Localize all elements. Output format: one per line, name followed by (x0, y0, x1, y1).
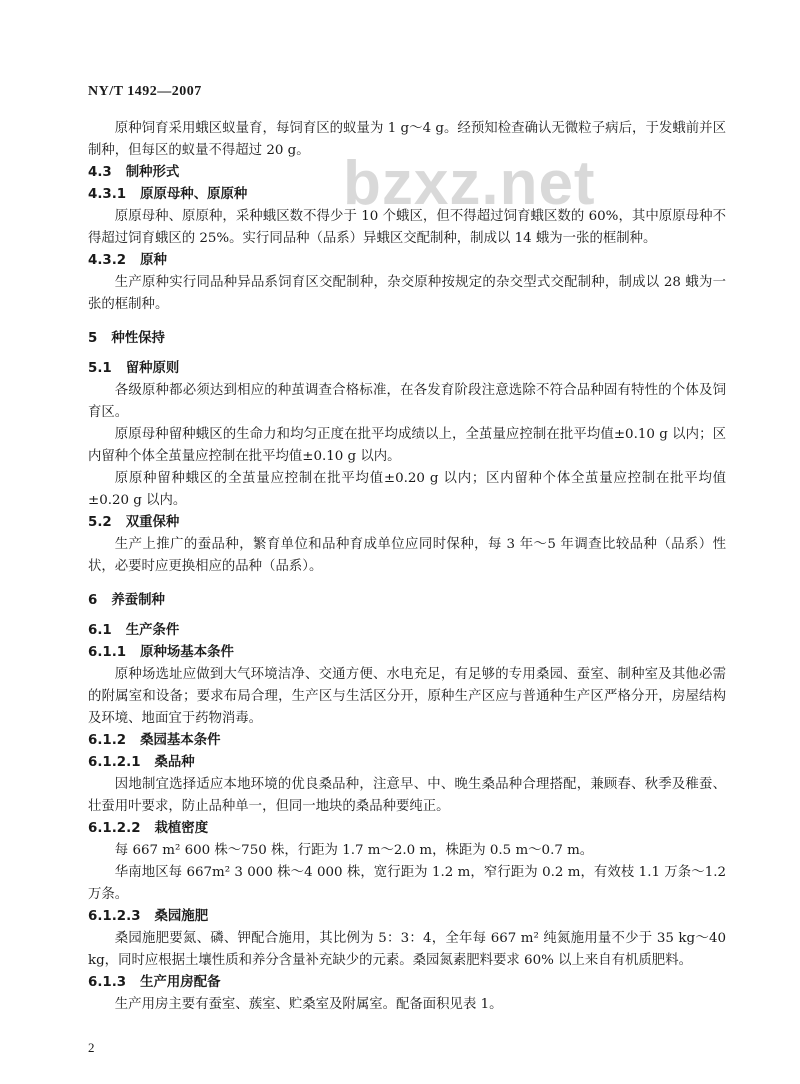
subsection-heading (88, 818, 726, 840)
heading-title: 生产用房配备 (140, 975, 221, 990)
heading-number: 6.1.3 (88, 975, 127, 990)
heading-number: 6.1.2.1 (88, 755, 141, 770)
subsection-heading (88, 358, 726, 380)
body-paragraph: 生产原种实行同品种异品系饲育区交配制种，杂交原种按规定的杂交型式交配制种，制成以 28 蛾为一张的框制种。 (88, 275, 726, 312)
heading-title: 桑品种 (154, 755, 195, 770)
heading-title: 制种形式 (125, 165, 180, 180)
heading-title: 种性保持 (111, 331, 165, 346)
heading-title: 桑园基本条件 (140, 733, 221, 748)
heading-title: 双重保种 (125, 515, 180, 530)
body-paragraph: 各级原种都必须达到相应的种茧调查合格标准，在各发育阶段注意选除不符合品种固有特性的个体及饲育区。 (88, 383, 726, 420)
heading-title: 原原母种、原原种 (140, 187, 248, 202)
subsection-heading (88, 906, 726, 928)
body-paragraph: 生产上推广的蚕品种，繁育单位和品种育成单位应同时保种，每 3 年～5 年调查比较品种（品系）性状，必要时应更换相应的品种（品系）。 (88, 537, 726, 574)
heading-number: 6.1.2.3 (88, 909, 141, 924)
body-paragraph: 桑园施肥要氮、磷、钾配合施用，其比例为 5：3：4，全年每 667 m² 纯氮施用量不少于 35 kg～40 kg，同时应根据土壤性质和养分含量补充缺少的元素。桑园氮素肥料要求 60% 以上来自有机质肥料。 (88, 931, 726, 968)
heading-title: 桑园施肥 (154, 909, 209, 924)
subsection-heading (88, 162, 726, 184)
heading-number: 6.1.1 (88, 645, 127, 660)
heading-title: 栽植密度 (154, 821, 209, 836)
heading-number: 5 (88, 331, 98, 346)
subsection-heading (88, 752, 726, 774)
subsection-heading (88, 512, 726, 534)
document-body (88, 118, 726, 1016)
section-heading (88, 328, 726, 350)
body-paragraph: 原种场选址应做到大气环境洁净、交通方便、水电充足，有足够的专用桑园、蚕室、制种室及其他必需的附属室和设备；要求布局合理，生产区与生活区分开，原种生产区应与普通种生产区严格分开，房屋结构及环境、地面宜于药物消毒。 (88, 667, 726, 726)
section-heading (88, 590, 726, 612)
body-paragraph: 原种饲育采用蛾区蚁量育，每饲育区的蚁量为 1 g～4 g。经预知检查确认无微粒子病后，于发蛾前并区制种，但每区的蚁量不得超过 20 g。 (88, 121, 726, 158)
subsection-heading (88, 642, 726, 664)
body-paragraph: 因地制宜选择适应本地环境的优良桑品种，注意早、中、晚生桑品种合理搭配，兼顾春、秋季及稚蚕、壮蚕用叶要求，防止品种单一，但同一地块的桑品种要纯正。 (88, 777, 726, 814)
body-paragraph: 原原种留种蛾区的全茧量应控制在批平均值±0.20 g 以内；区内留种个体全茧量应控制在批平均值±0.20 g 以内。 (88, 471, 726, 508)
body-paragraph: 华南地区每 667m² 3 000 株～4 000 株，宽行距为 1.2 m，窄行距为 0.2 m，有效枝 1.1 万条～1.2 万条。 (88, 865, 726, 902)
heading-number: 4.3.2 (88, 253, 127, 268)
heading-title: 养蚕制种 (111, 593, 165, 608)
body-paragraph: 生产用房主要有蚕室、蔟室、贮桑室及附属室。配备面积见表 1。 (114, 997, 503, 1012)
subsection-heading (88, 184, 726, 206)
standard-code-header: NY/T 1492—2007 (88, 84, 202, 99)
body-paragraph: 原原母种留种蛾区的生命力和均匀正度在批平均成绩以上，全茧量应控制在批平均值±0.10 g 以内；区内留种个体全茧量应控制在批平均值±0.10 g 以内。 (88, 427, 726, 464)
subsection-heading (88, 620, 726, 642)
page-number: 2 (88, 1040, 95, 1055)
body-paragraph: 原原母种、原原种，采种蛾区数不得少于 10 个蛾区，但不得超过饲育蛾区数的 60%，其中原原母种不得超过饲育蛾区的 25%。实行同品种（品系）异蛾区交配制种，制成以 14 蛾为一张的框制种。 (88, 209, 726, 246)
heading-number: 6.1 (88, 623, 112, 638)
heading-title: 生产条件 (125, 623, 180, 638)
heading-number: 4.3 (88, 165, 112, 180)
subsection-heading (88, 250, 726, 272)
heading-number: 6 (88, 593, 98, 608)
heading-number: 5.2 (88, 515, 112, 530)
heading-number: 6.1.2 (88, 733, 127, 748)
heading-title: 原种场基本条件 (140, 645, 234, 660)
heading-title: 原种 (140, 253, 167, 268)
heading-number: 4.3.1 (88, 187, 127, 202)
watermark: bzxz.net (343, 149, 596, 218)
heading-number: 6.1.2.2 (88, 821, 141, 836)
body-paragraph: 每 667 m² 600 株～750 株，行距为 1.7 m～2.0 m，株距为 0.5 m～0.7 m。 (114, 843, 594, 858)
subsection-heading (88, 730, 726, 752)
heading-title: 留种原则 (125, 361, 180, 376)
heading-number: 5.1 (88, 361, 112, 376)
subsection-heading (88, 972, 726, 994)
